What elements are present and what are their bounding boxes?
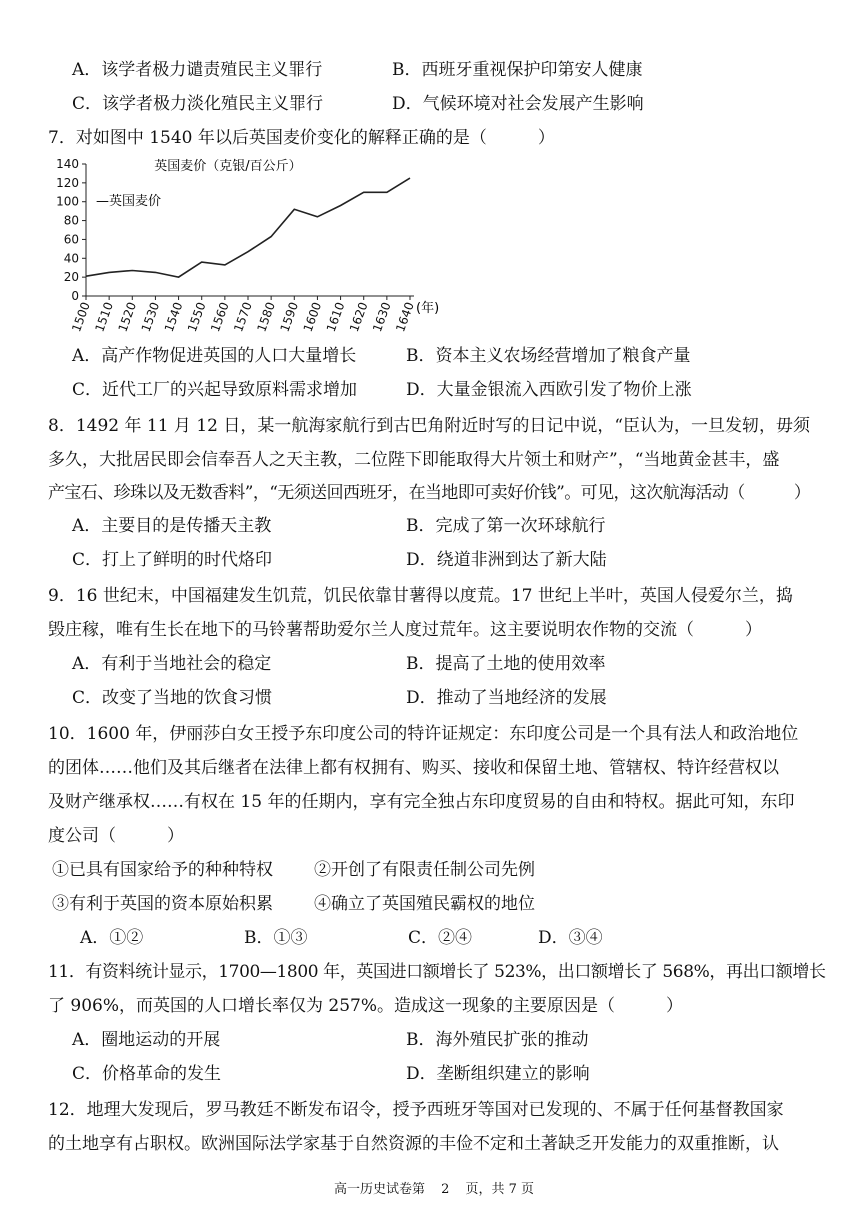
q10-statement-1: ①已具有国家给予的种种特权	[52, 860, 273, 880]
q12-line-2: 的土地享有占职权。欧洲国际法学家基于自然资源的丰俭不定和土著缺乏开发能力的双重推断，认	[48, 1134, 779, 1154]
q7-option-c: C．近代工厂的兴起导致原料需求增加	[72, 380, 358, 400]
q12-line-1: 12．地理大发现后，罗马教廷不断发布诏令，授予西班牙等国对已发现的、不属于任何基督教国家	[48, 1100, 784, 1120]
q8-line-2: 多久，大批居民即会信奉吾人之天主教，二位陛下即能取得大片领土和财产”，“当地黄金甚丰，盛	[48, 450, 780, 470]
x-tick-label: 1620	[346, 300, 371, 334]
q9-options-row-2	[0, 686, 868, 710]
x-tick-label: 1580	[254, 300, 278, 334]
q8-options-row-2	[0, 548, 868, 572]
chart-axes	[86, 164, 414, 296]
x-tick-label: 1540	[161, 300, 186, 334]
q9-line-2: 毁庄稼，唯有生长在地下的马铃薯帮助爱尔兰人度过荒年。这主要说明农作物的交流（ ）	[48, 620, 762, 640]
q10-option-b: B．①③	[244, 928, 308, 948]
q10-statements-row-1	[0, 858, 868, 882]
q11-line-1: 11．有资料统计显示，1700—1800 年，英国进口额增长了 523%，出口额增长了 568%，再出口额增长	[48, 962, 826, 982]
q10-line-3: 及财产继承权……有权在 15 年的任期内，享有完全独占东印度贸易的自由和特权。据此可知，东印	[48, 792, 795, 812]
q11-option-d: D．垄断组织建立的影响	[406, 1064, 590, 1084]
x-tick-label: 1550	[184, 300, 209, 334]
wheat-price-chart	[40, 152, 460, 334]
y-tick-label: 20	[63, 270, 79, 285]
x-tick-label: 1510	[92, 300, 116, 334]
q11-option-a: A．圈地运动的开展	[72, 1030, 221, 1050]
x-tick-label: 1590	[277, 300, 302, 334]
q9-option-b: B．提高了土地的使用效率	[406, 654, 606, 674]
q7-options-row-2	[0, 378, 868, 402]
x-tick-label: 1640	[393, 300, 417, 334]
q7-options-row-1	[0, 344, 868, 368]
q10-option-a: A．①②	[80, 928, 144, 948]
q9-option-d: D．推动了当地经济的发展	[406, 688, 607, 708]
chart-ticks	[56, 157, 417, 334]
x-tick-label: 1570	[231, 300, 255, 334]
q8-line-1: 8．1492 年 11 月 12 日，某一航海家航行到古巴角附近时写的日记中说，“臣认为，一旦发轫，毋须	[48, 416, 811, 436]
q10-line-2: 的团体……他们及其后继者在法律上都有权拥有、购买、接收和保留土地、管辖权、特许经营权以	[48, 758, 779, 778]
q6-options-row-1	[0, 58, 868, 82]
x-tick-label: 1560	[208, 300, 232, 334]
y-tick-label: 80	[63, 213, 79, 228]
q11-option-b: B．海外殖民扩张的推动	[406, 1030, 589, 1050]
q8-option-d: D．绕道非洲到达了新大陆	[406, 550, 607, 570]
footer-page-number: 2	[441, 1182, 450, 1197]
q11-options-row-2	[0, 1062, 868, 1086]
y-tick-label: 100	[56, 194, 79, 209]
q11-option-c: C．价格革命的发生	[72, 1064, 222, 1084]
q11-options-row-1	[0, 1028, 868, 1052]
chart-legend: —英国麦价	[96, 194, 162, 209]
q10-line-1: 10．1600 年，伊丽莎白女王授予东印度公司的特许证规定：东印度公司是一个具有法人和政治地位	[48, 724, 799, 744]
chart-series	[86, 178, 410, 277]
q10-statement-3: ③有利于英国的资本原始积累	[52, 894, 273, 914]
x-tick-label: 1630	[370, 300, 394, 334]
q7-option-d: D．大量金银流入西欧引发了物价上涨	[406, 380, 692, 400]
wheat-price-chart-svg	[40, 152, 460, 334]
q8-option-c: C．打上了鲜明的时代烙印	[72, 550, 273, 570]
q9-options-row-1	[0, 652, 868, 676]
footer-right-text: 页，共 7 页	[465, 1182, 535, 1197]
q9-option-c: C．改变了当地的饮食习惯	[72, 688, 273, 708]
x-tick-label: 1520	[115, 300, 140, 334]
y-tick-label: 120	[56, 175, 79, 190]
q6-option-d: D．气候环境对社会发展产生影响	[392, 94, 644, 114]
q6-options-row-2	[0, 92, 868, 116]
q10-line-4: 度公司（ ）	[48, 826, 184, 846]
x-tick-label: 1500	[69, 300, 93, 334]
y-tick-label: 60	[63, 232, 79, 247]
chart-title: 英国麦价（克银/百公斤）	[154, 159, 302, 174]
x-tick-label: 1530	[138, 300, 163, 334]
q10-option-c: C．②④	[408, 928, 473, 948]
x-tick-label: 1610	[323, 300, 348, 334]
page-footer	[0, 1180, 868, 1200]
q7-stem: 7．对如图中 1540 年以后英国麦价变化的解释正确的是（ ）	[48, 128, 555, 148]
q9-option-a: A．有利于当地社会的稳定	[72, 654, 272, 674]
q11-line-2: 了 906%，而英国的人口增长率仅为 257%。造成这一现象的主要原因是（ ）	[48, 996, 684, 1016]
q7-option-a: A．高产作物促进英国的人口大量增长	[72, 346, 357, 366]
x-tick-label: 1600	[300, 300, 325, 334]
chart-x-axis-label: (年)	[416, 301, 440, 316]
q6-option-b: B．西班牙重视保护印第安人健康	[392, 60, 643, 80]
q10-statement-4: ④确立了英国殖民霸权的地位	[314, 894, 535, 914]
q6-option-c: C．该学者极力淡化殖民主义罪行	[72, 94, 324, 114]
q8-line-3: 产宝石、珍珠以及无数香料”，“无须送回西班牙，在当地即可卖好价钱”。可见，这次航海活动（ ）	[48, 483, 811, 503]
q8-option-a: A．主要目的是传播天主教	[72, 516, 272, 536]
y-tick-label: 40	[63, 251, 79, 266]
footer-left-text: 高一历史试卷第	[333, 1182, 425, 1197]
y-tick-label: 0	[71, 289, 79, 303]
q10-options-row	[0, 926, 868, 950]
q10-option-d: D．③④	[538, 928, 603, 948]
q7-option-b: B．资本主义农场经营增加了粮食产量	[406, 346, 691, 366]
q8-option-b: B．完成了第一次环球航行	[406, 516, 606, 536]
q10-statement-2: ②开创了有限责任制公司先例	[314, 860, 535, 880]
q8-options-row-1	[0, 514, 868, 538]
q9-line-1: 9．16 世纪末，中国福建发生饥荒，饥民依靠甘薯得以度荒。17 世纪上半叶，英国人侵爱尔兰，捣	[48, 586, 793, 606]
series-line-wheat-price	[86, 178, 410, 277]
q6-option-a: A．该学者极力谴责殖民主义罪行	[72, 60, 323, 80]
q10-statements-row-2	[0, 892, 868, 916]
y-tick-label: 140	[56, 157, 79, 171]
